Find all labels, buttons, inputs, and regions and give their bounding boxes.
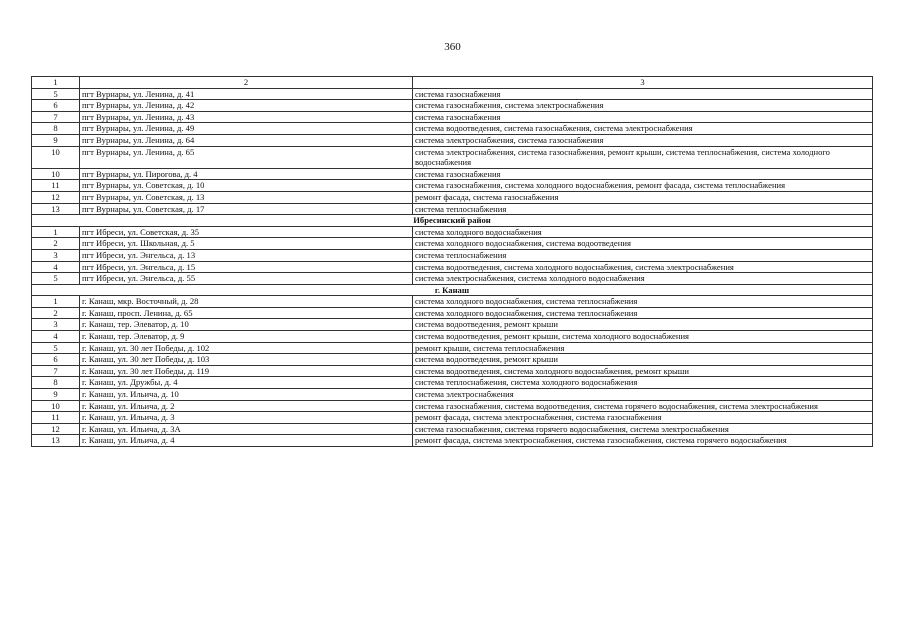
row-number: 13: [32, 203, 80, 215]
row-systems: система водоотведения, ремонт крыши, система холодного водоснабжения: [413, 331, 873, 343]
row-systems: система газоснабжения: [413, 88, 873, 100]
row-systems: система водоотведения, система холодного водоснабжения, система электроснабжения: [413, 261, 873, 273]
header-cell-num: 1: [32, 77, 80, 89]
header-cell-address: 2: [80, 77, 413, 89]
table-row: [32, 354, 873, 366]
row-number: 7: [32, 111, 80, 123]
page-number: 360: [444, 41, 461, 53]
table-row: [32, 377, 873, 389]
table-header-row: [32, 77, 873, 89]
row-number: 10: [32, 146, 80, 168]
table-row: [32, 226, 873, 238]
row-address: г. Канаш, ул. Ильича, д. 2: [80, 400, 413, 412]
table-row: [32, 168, 873, 180]
row-address: г. Канаш, мкр. Восточный, д. 28: [80, 296, 413, 308]
row-address: г. Канаш, ул. Ильича, д. 3: [80, 412, 413, 424]
table-row: [32, 342, 873, 354]
table-row: [32, 423, 873, 435]
row-number: 10: [32, 400, 80, 412]
row-number: 4: [32, 331, 80, 343]
row-address: г. Канаш, ул. 30 лет Победы, д. 119: [80, 365, 413, 377]
row-address: пгт Вурнары, ул. Советская, д. 13: [80, 191, 413, 203]
section-row: [32, 284, 873, 296]
table-row: [32, 331, 873, 343]
row-number: 1: [32, 226, 80, 238]
table-row: [32, 319, 873, 331]
row-number: 5: [32, 342, 80, 354]
table-row: [32, 203, 873, 215]
row-number: 12: [32, 191, 80, 203]
row-systems: система водоотведения, ремонт крыши: [413, 354, 873, 366]
table-body: [32, 77, 873, 447]
row-systems: ремонт фасада, система электроснабжения, система газоснабжения, система горячего водоснабжения: [413, 435, 873, 447]
section-row: [32, 215, 873, 227]
table-row: [32, 273, 873, 285]
header-cell-systems: 3: [413, 77, 873, 89]
row-number: 3: [32, 319, 80, 331]
row-systems: система теплоснабжения: [413, 249, 873, 261]
table-row: [32, 146, 873, 168]
row-systems: система холодного водоснабжения, система водоотведения: [413, 238, 873, 250]
row-systems: ремонт фасада, система электроснабжения, система газоснабжения: [413, 412, 873, 424]
row-number: 11: [32, 180, 80, 192]
row-address: пгт Вурнары, ул. Ленина, д. 43: [80, 111, 413, 123]
row-systems: система теплоснабжения: [413, 203, 873, 215]
row-address: г. Канаш, просп. Ленина, д. 65: [80, 307, 413, 319]
row-systems: система холодного водоснабжения, система теплоснабжения: [413, 307, 873, 319]
section-title: г. Канаш: [32, 284, 873, 296]
row-systems: система электроснабжения, система газоснабжения, ремонт крыши, система теплоснабжения, система холодного водоснабжения: [413, 146, 873, 168]
row-systems: система теплоснабжения, система холодного водоснабжения: [413, 377, 873, 389]
table-row: [32, 400, 873, 412]
row-number: 1: [32, 296, 80, 308]
row-address: пгт Ибреси, ул. Энгельса, д. 55: [80, 273, 413, 285]
row-address: г. Канаш, ул. Ильича, д. 4: [80, 435, 413, 447]
row-number: 3: [32, 249, 80, 261]
table-row: [32, 261, 873, 273]
table-row: [32, 238, 873, 250]
row-number: 5: [32, 88, 80, 100]
row-address: г. Канаш, ул. Ильича, д. 10: [80, 389, 413, 401]
table-row: [32, 134, 873, 146]
row-systems: система газоснабжения, система электроснабжения: [413, 100, 873, 112]
table-row: [32, 412, 873, 424]
works-table: [31, 76, 873, 447]
row-systems: система холодного водоснабжения, система теплоснабжения: [413, 296, 873, 308]
row-number: 8: [32, 123, 80, 135]
row-number: 10: [32, 168, 80, 180]
row-number: 4: [32, 261, 80, 273]
row-number: 2: [32, 238, 80, 250]
row-systems: система газоснабжения: [413, 168, 873, 180]
row-systems: система газоснабжения, система холодного водоснабжения, ремонт фасада, система теплоснабжения: [413, 180, 873, 192]
table-row: [32, 88, 873, 100]
row-address: пгт Ибреси, ул. Энгельса, д. 15: [80, 261, 413, 273]
row-systems: система газоснабжения: [413, 111, 873, 123]
section-title: Ибресинский район: [32, 215, 873, 227]
row-systems: система холодного водоснабжения: [413, 226, 873, 238]
row-number: 12: [32, 423, 80, 435]
table-row: [32, 180, 873, 192]
row-number: 13: [32, 435, 80, 447]
row-systems: система водоотведения, ремонт крыши: [413, 319, 873, 331]
table-row: [32, 389, 873, 401]
table-row: [32, 296, 873, 308]
row-number: 7: [32, 365, 80, 377]
row-address: г. Канаш, ул. 30 лет Победы, д. 102: [80, 342, 413, 354]
row-systems: ремонт крыши, система теплоснабжения: [413, 342, 873, 354]
row-address: пгт Ибреси, ул. Энгельса, д. 13: [80, 249, 413, 261]
row-address: пгт Ибреси, ул. Советская, д. 35: [80, 226, 413, 238]
row-systems: система водоотведения, система газоснабжения, система электроснабжения: [413, 123, 873, 135]
row-number: 11: [32, 412, 80, 424]
row-address: г. Канаш, ул. Ильича, д. 3А: [80, 423, 413, 435]
table-row: [32, 123, 873, 135]
row-address: г. Канаш, ул. Дружбы, д. 4: [80, 377, 413, 389]
row-address: пгт Вурнары, ул. Советская, д. 17: [80, 203, 413, 215]
row-systems: система электроснабжения, система холодного водоснабжения: [413, 273, 873, 285]
row-address: пгт Ибреси, ул. Школьная, д. 5: [80, 238, 413, 250]
row-address: пгт Вурнары, ул. Советская, д. 10: [80, 180, 413, 192]
row-address: г. Канаш, ул. 30 лет Победы, д. 103: [80, 354, 413, 366]
row-systems: ремонт фасада, система газоснабжения: [413, 191, 873, 203]
table-row: [32, 191, 873, 203]
row-systems: система электроснабжения: [413, 389, 873, 401]
table-row: [32, 307, 873, 319]
row-address: г. Канаш, тер. Элеватор, д. 10: [80, 319, 413, 331]
row-address: пгт Вурнары, ул. Ленина, д. 65: [80, 146, 413, 168]
row-number: 9: [32, 134, 80, 146]
table-row: [32, 249, 873, 261]
row-address: пгт Вурнары, ул. Ленина, д. 42: [80, 100, 413, 112]
row-address: пгт Вурнары, ул. Ленина, д. 64: [80, 134, 413, 146]
row-number: 8: [32, 377, 80, 389]
row-address: пгт Вурнары, ул. Ленина, д. 49: [80, 123, 413, 135]
row-systems: система газоснабжения, система водоотведения, система горячего водоснабжения, система электроснабжения: [413, 400, 873, 412]
row-number: 6: [32, 100, 80, 112]
row-systems: система газоснабжения, система горячего водоснабжения, система электроснабжения: [413, 423, 873, 435]
table-row: [32, 365, 873, 377]
row-number: 9: [32, 389, 80, 401]
table-row: [32, 100, 873, 112]
row-address: пгт Вурнары, ул. Пирогова, д. 4: [80, 168, 413, 180]
row-number: 6: [32, 354, 80, 366]
row-address: г. Канаш, тер. Элеватор, д. 9: [80, 331, 413, 343]
row-address: пгт Вурнары, ул. Ленина, д. 41: [80, 88, 413, 100]
row-systems: система водоотведения, система холодного водоснабжения, ремонт крыши: [413, 365, 873, 377]
row-number: 5: [32, 273, 80, 285]
table-row: [32, 435, 873, 447]
row-number: 2: [32, 307, 80, 319]
row-systems: система электроснабжения, система газоснабжения: [413, 134, 873, 146]
table-row: [32, 111, 873, 123]
